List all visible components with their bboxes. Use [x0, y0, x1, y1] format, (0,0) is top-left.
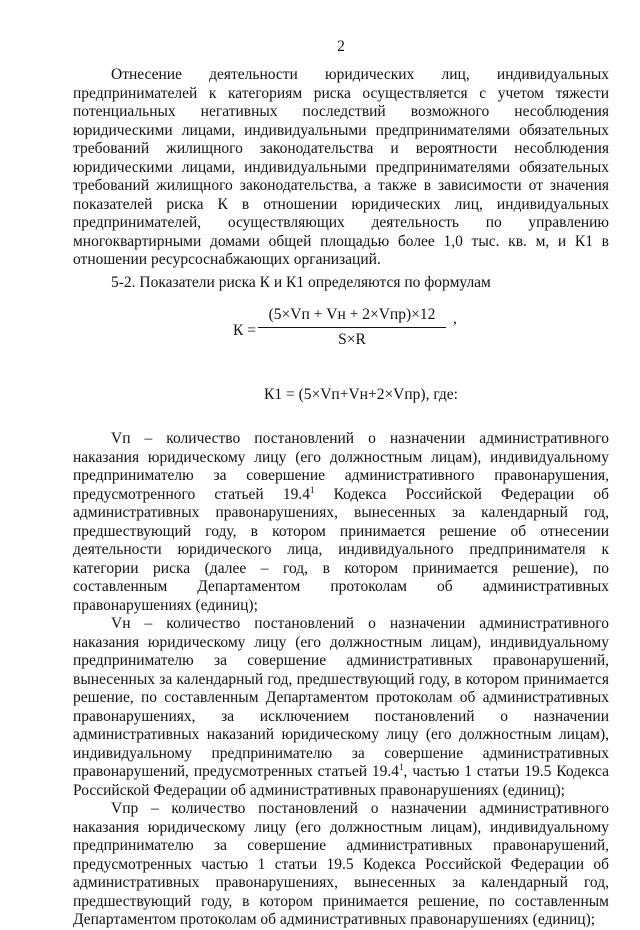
definition-vp-sup: 1	[309, 484, 315, 495]
definition-vp	[73, 430, 609, 615]
formula-k-denominator: S×R	[338, 331, 366, 348]
formula-k-fraction	[258, 306, 446, 349]
definition-vn-sup: 1	[399, 761, 404, 772]
formula-k1: К1 = (5×Vп+Vн+2×Vпр), где:	[264, 386, 458, 403]
formula-k-numerator: (5×Vп + Vн + 2×Vпр)×12	[258, 306, 446, 328]
intro-paragraph: Отнесение деятельности юридических лиц, индивидуальных предпринимателей к категориям риска осуществляется с учетом тяжести потенциальных негативных последствий возможного несоблюдения юридическими лицами, индивидуальными предпринимателями обязательных требований жилищного законодательства и вероятности несоблюдения юридическими лицами, индивидуальными предпринимателями обязательных требований жилищного законодательства, а также в зависимости от значения показателей риска К в отношении юридических лиц, индивидуальных предпринимателей, осуществляющих деятельность по управлению многоквартирными домами общей площадью более 1,0 тыс. кв. м, и К1 в отношении ресурсоснабжающих организаций.	[73, 66, 609, 268]
definition-vn	[73, 615, 609, 800]
section-heading: 5-2. Показатели риска К и К1 определяются по формулам	[111, 273, 491, 291]
document-page	[73, 38, 609, 930]
definition-vn-text: Vн – количество постановлений о назначении административного наказания юридическому лицу (его должностным лицам), индивидуальному предпринимателю за совершение административных правонарушений, вынесенных за календарный год, предшествующий году, в котором принимается решение, по составленным Департаментом протоколам об административных правонарушениях, за исключением постановлений о назначении административных наказаний юридическому лицу (его должностным лицам), индивидуальному предпринимателю за совершение административных правонарушений, предусмотренных статьей 19.4	[73, 615, 609, 780]
definition-vp-text: Vп – количество постановлений о назначении административного наказания юридическому лицу (его должностным лицам), индивидуальному предпринимателю за совершение административного правонарушения, предусмотренного статьей 19.4	[73, 430, 609, 503]
formula-k-lhs: К =	[233, 322, 256, 339]
definition-vpr: Vпр – количество постановлений о назначении административного наказания юридическому лицу (его должностным лицам), индивидуальному предпринимателю за совершение административных правонарушений, предусмотренных частью 1 статьи 19.5 Кодекса Российской Федерации об административных правонарушениях, вынесенных за календарный год, предшествующий году, в котором принимается решение, по составленным Департаментом протоколам об административных правонарушениях (единиц);	[73, 800, 609, 928]
definitions	[73, 430, 609, 930]
formula-k-comma: ,	[453, 310, 457, 327]
page-number: 2	[337, 38, 345, 55]
definition-vn-text-2: , частью 1 статьи 19.5 Кодекса Российской Федерации об административных правонарушениях (единиц);	[73, 763, 609, 799]
formula-k	[73, 306, 609, 366]
definition-vp-text-2: Кодекса Российской Федерации об административных правонарушениях, вынесенных за календарный год, предшествующий году, в котором принимается решение об отнесении деятельности юридического лица, индивидуального предпринимателя к категории риска (далее – год, в котором принимается решение), по составленным Департаментом протоколам об административных правонарушениях (единиц);	[73, 485, 609, 614]
